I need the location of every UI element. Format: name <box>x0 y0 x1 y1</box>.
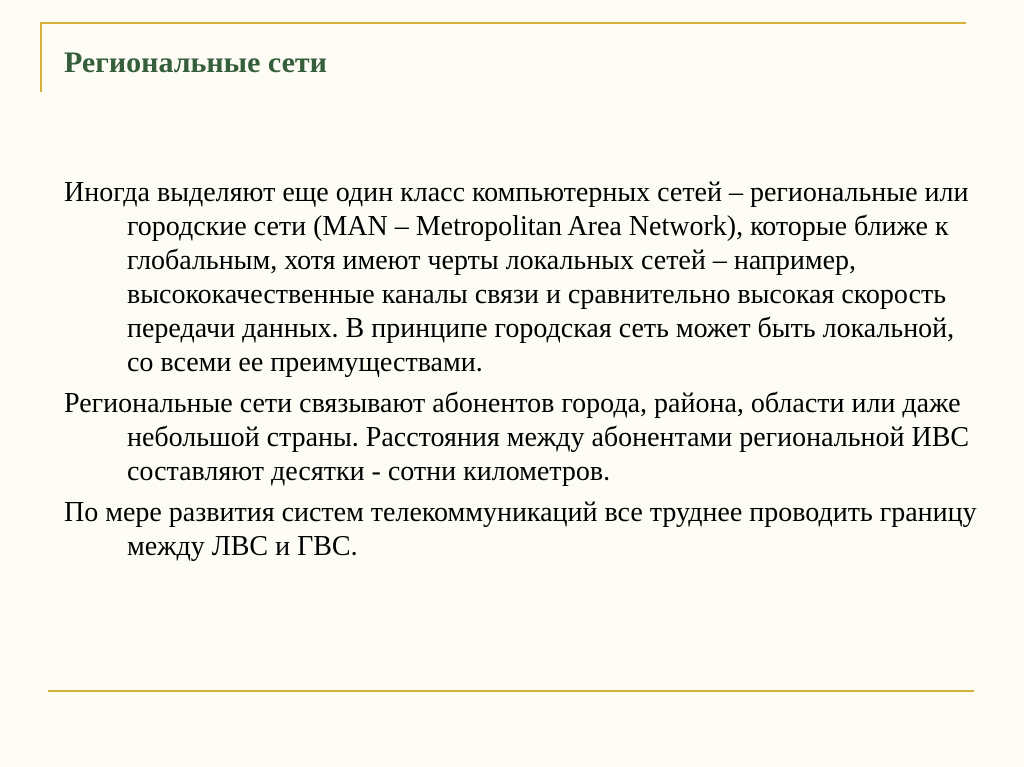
slide-body <box>64 176 984 571</box>
paragraph-lan-wan-boundary: По мере развития систем телекоммуникаций все труднее проводить границу между ЛВС и ГВС. <box>64 497 977 562</box>
slide-title: Региональные сети <box>64 46 327 79</box>
left-accent-line <box>40 22 42 92</box>
bottom-divider-line <box>48 690 974 692</box>
top-divider-line <box>40 22 966 24</box>
paragraph-regional-scope: Региональные сети связывают абонентов города, района, области или даже небольшой страны. Расстояния между абонентами региональной ИВС составляют десятки - сотни километров. <box>64 388 970 487</box>
paragraph-man-definition: Иногда выделяют еще один класс компьютерных сетей – региональные или городские сети (MAN – Metropolitan Area Network), которые ближе к глобальным, хотя имеют черты локальных сетей – например, высококачественные каналы связи и сравнительно высокая скорость передачи данных. В принципе городская сеть может быть локальной, со всеми ее преимуществами. <box>64 177 969 378</box>
